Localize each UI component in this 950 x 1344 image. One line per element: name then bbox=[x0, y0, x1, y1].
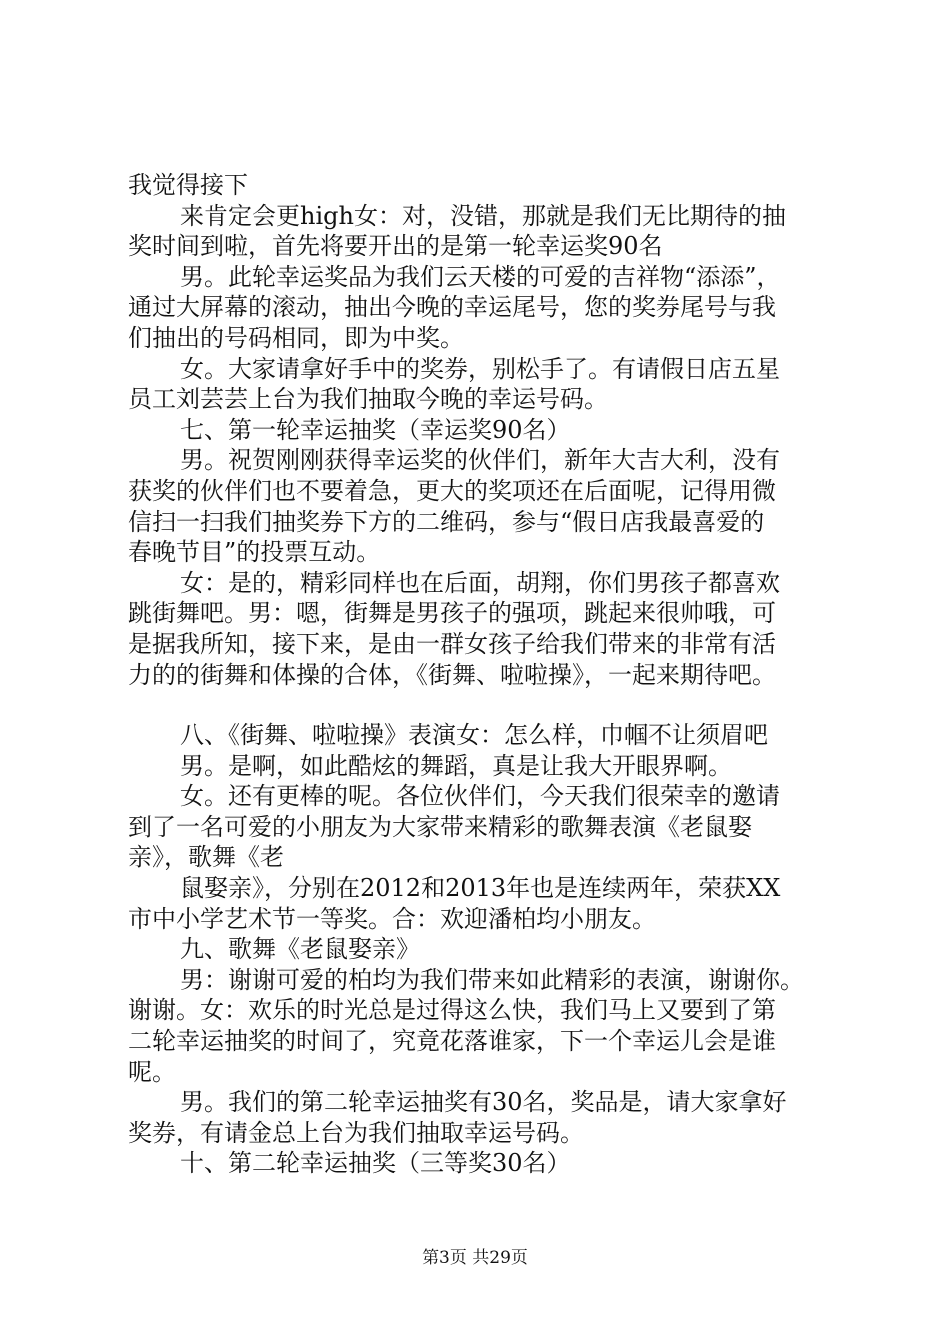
text-line: 二轮幸运抽奖的时间了，究竟花落谁家，下一个幸运儿会是谁 bbox=[128, 1027, 776, 1056]
text-line: 员工刘芸芸上台为我们抽取今晚的幸运号码。 bbox=[128, 385, 608, 414]
text-line: 男。此轮幸运奖品为我们云天楼的可爱的吉祥物“添添”， bbox=[180, 262, 781, 291]
text-line: 力的的街舞和体操的合体，《街舞、啦啦操》，一起来期待吧。 bbox=[128, 660, 776, 689]
text-line: 男。我们的第二轮幸运抽奖有30名，奖品是，请大家拿好 bbox=[180, 1088, 787, 1117]
text-line: 是据我所知，接下来，是由一群女孩子给我们带来的非常有活 bbox=[128, 629, 776, 658]
document-body bbox=[128, 170, 838, 1179]
text-line: 市中小学艺术节一等奖。合：欢迎潘柏均小朋友。 bbox=[128, 904, 656, 933]
section-heading: 七、第一轮幸运抽奖（幸运奖90名） bbox=[180, 415, 571, 444]
page-number-footer: 第3页 共29页 bbox=[422, 1248, 528, 1268]
text-line: 男。祝贺刚刚获得幸运奖的伙伴们，新年大吉大利，没有 bbox=[180, 446, 780, 475]
text-line: 获奖的伙伴们也不要着急，更大的奖项还在后面呢，记得用微 bbox=[128, 476, 776, 505]
text-line: 谢谢。女：欢乐的时光总是过得这么快，我们马上又要到了第 bbox=[128, 996, 776, 1025]
text-line: 来肯定会更high女：对，没错，那就是我们无比期待的抽 bbox=[180, 201, 786, 230]
text-line: 男：谢谢可爱的柏均为我们带来如此精彩的表演，谢谢你。 bbox=[180, 965, 804, 994]
paragraph-gap bbox=[128, 690, 838, 720]
section-heading: 十、第二轮幸运抽奖（三等奖30名） bbox=[180, 1149, 571, 1178]
text-line: 呢。 bbox=[128, 1057, 176, 1086]
text-line: 女。还有更棒的呢。各位伙伴们，今天我们很荣幸的邀请 bbox=[180, 782, 780, 811]
section-heading: 九、歌舞《老鼠娶亲》 bbox=[180, 935, 420, 964]
text-line: 我觉得接下 bbox=[128, 171, 248, 199]
text-line: 奖时间到啦，首先将要开出的是第一轮幸运奖90名 bbox=[128, 232, 663, 261]
text-line: 女：是的，精彩同样也在后面，胡翔，你们男孩子都喜欢 bbox=[180, 568, 780, 597]
text-line: 到了一名可爱的小朋友为大家带来精彩的歌舞表演《老鼠娶 bbox=[128, 812, 752, 841]
text-line: 男。是啊，如此酷炫的舞蹈，真是让我大开眼界啊。 bbox=[180, 751, 732, 780]
text-line: 们抽出的号码相同，即为中奖。 bbox=[128, 323, 464, 352]
text-line: 奖券，有请金总上台为我们抽取幸运号码。 bbox=[128, 1118, 584, 1147]
text-line: 鼠娶亲》，分别在2012和2013年也是连续两年，荣获XX bbox=[180, 874, 781, 903]
text-line: 春晚节目”的投票互动。 bbox=[128, 538, 381, 567]
text-line: 信扫一扫我们抽奖券下方的二维码，参与“假日店我最喜爱的 bbox=[128, 507, 765, 536]
text-line: 女。大家请拿好手中的奖券，别松手了。有请假日店五星 bbox=[180, 354, 780, 383]
text-line: 跳街舞吧。男：嗯，街舞是男孩子的强项，跳起来很帅哦，可 bbox=[128, 599, 776, 628]
text-line: 通过大屏幕的滚动，抽出今晚的幸运尾号，您的奖券尾号与我 bbox=[128, 293, 776, 322]
section-heading: 八、《街舞、啦啦操》表演女：怎么样，巾帼不让须眉吧 bbox=[180, 721, 768, 750]
text-line: 亲》，歌舞《老 bbox=[128, 843, 284, 872]
